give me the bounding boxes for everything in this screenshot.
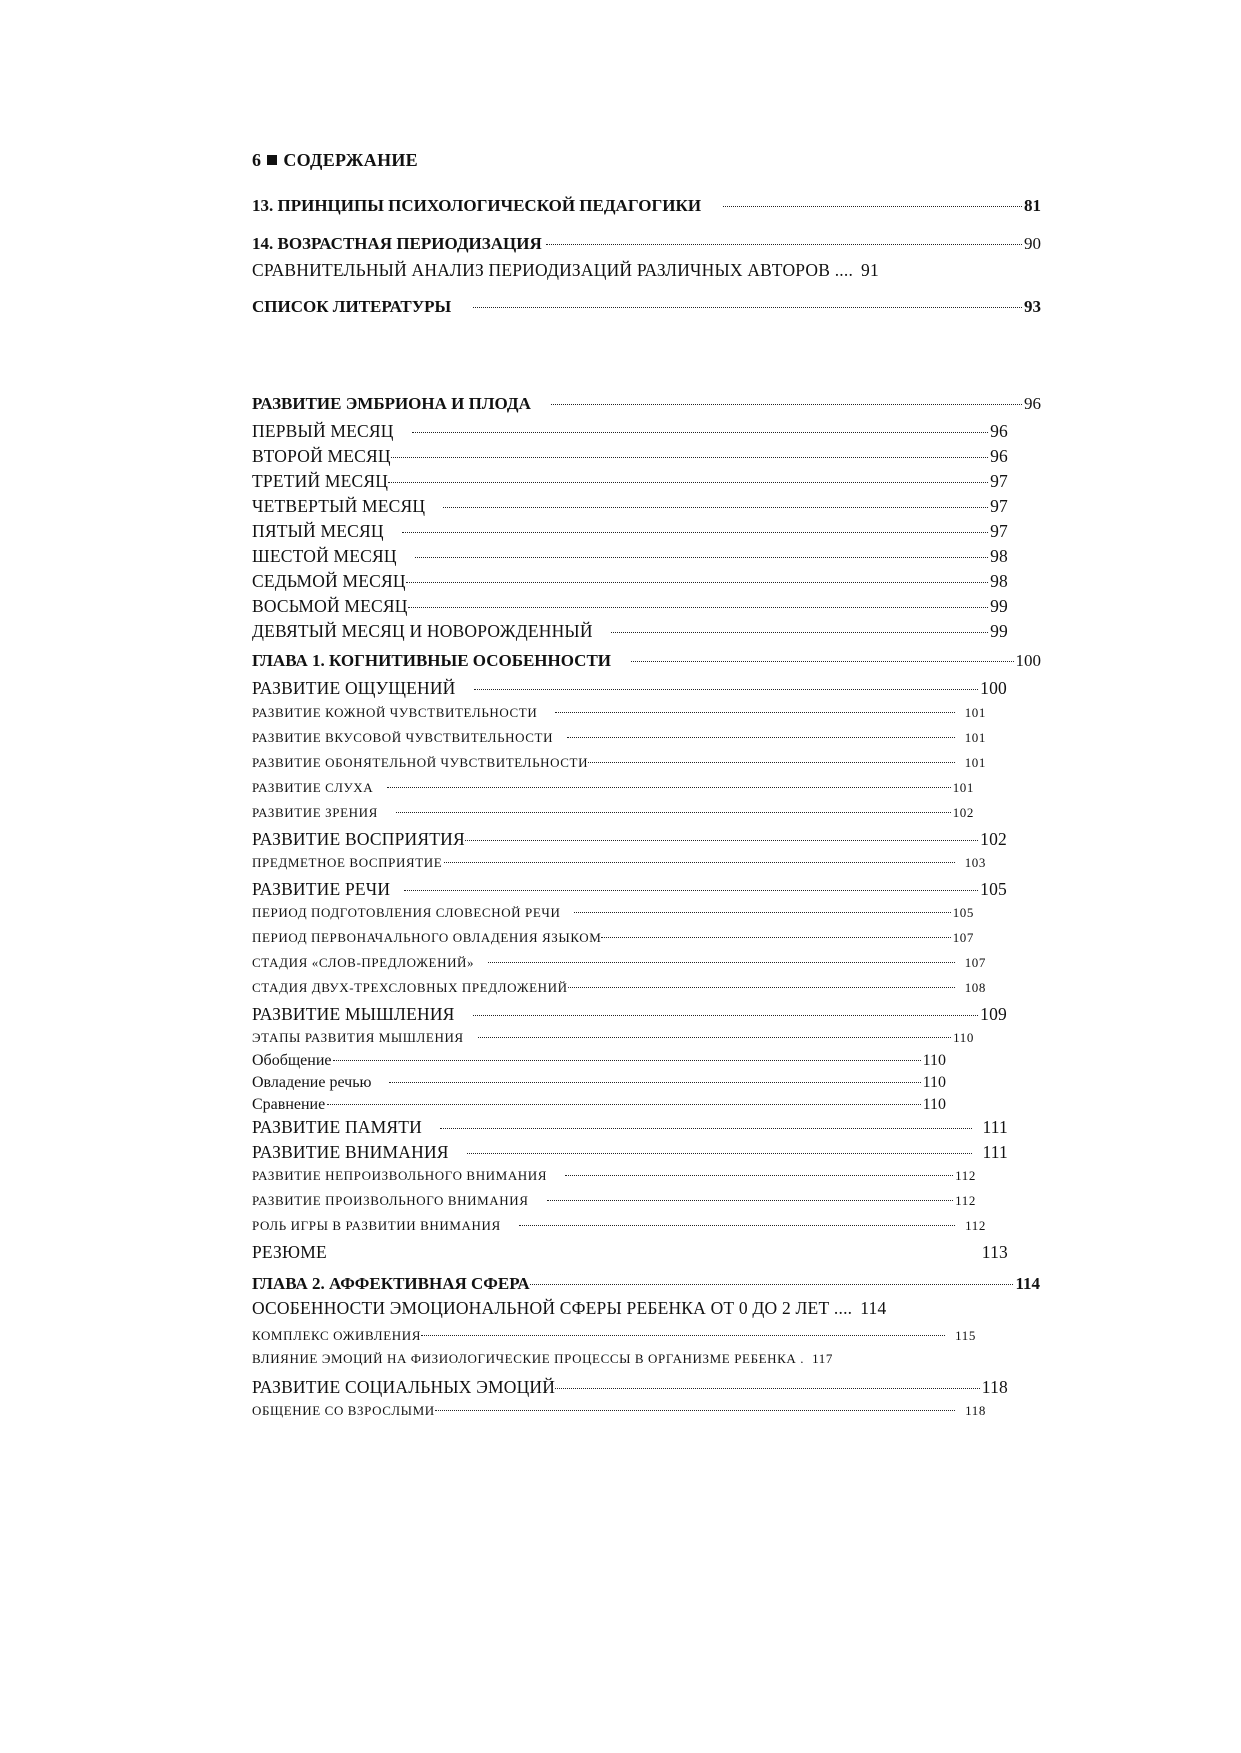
dot-leader — [588, 749, 955, 763]
dot-leader — [391, 439, 988, 458]
toc-entry-title: ВОСЬМОЙ МЕСЯЦ — [252, 595, 408, 616]
dot-leader — [574, 899, 950, 913]
toc-entry-page: 101 — [964, 730, 986, 745]
toc-entry — [252, 593, 1008, 617]
toc-entry-title: РАЗВИТИЕ СОЦИАЛЬНЫХ ЭМОЦИЙ — [252, 1376, 556, 1397]
toc-section-heading — [252, 648, 1041, 671]
toc-entry-title: РАЗВИТИЕ РЕЧИ — [252, 878, 391, 899]
toc-entry-title: СПИСОК ЛИТЕРАТУРЫ — [252, 297, 452, 316]
toc-entry-page: 96 — [1024, 394, 1041, 413]
toc-entry — [252, 1001, 1007, 1025]
toc-entry-page: 114 — [860, 1298, 887, 1318]
toc-entry-title: 13. ПРИНЦИПЫ ПСИХОЛОГИЧЕСКОЙ ПЕДАГОГИКИ — [252, 196, 702, 215]
toc-entry-page: 99 — [990, 595, 1008, 616]
dot-leader — [555, 1370, 980, 1389]
toc-entry-page: 103 — [964, 855, 986, 870]
toc-subentry — [252, 1166, 976, 1184]
toc-entry-page: 111 — [982, 1116, 1008, 1137]
toc-entry-page: 99 — [990, 620, 1008, 641]
toc-entry-title: Овладение речью — [252, 1074, 372, 1091]
dot-leader — [565, 1162, 953, 1176]
page-title: СОДЕРЖАНИЕ — [283, 150, 418, 170]
toc-entry-title: Сравнение — [252, 1096, 326, 1113]
dot-leader — [601, 924, 950, 938]
toc-entry — [252, 493, 1008, 517]
toc-entry — [252, 443, 1008, 467]
dot-leader — [408, 589, 989, 608]
toc-entry-page: 110 — [922, 1052, 946, 1069]
toc-entry-page: 118 — [981, 1376, 1008, 1397]
toc-entry-title: РАЗВИТИЕ ПАМЯТИ — [252, 1116, 423, 1137]
toc-entry-title: РОЛЬ ИГРЫ В РАЗВИТИИ ВНИМАНИЯ — [252, 1218, 501, 1233]
dot-leader — [547, 1187, 954, 1201]
toc-entry-title: РАЗВИТИЕ ОЩУЩЕНИЙ — [252, 677, 456, 698]
toc-entry — [252, 518, 1008, 542]
dot-leader — [443, 489, 988, 508]
toc-entry-title: ПЕРИОД ПЕРВОНАЧАЛЬНОГО ОВЛАДЕНИЯ ЯЗЫКОМ — [252, 930, 602, 945]
toc-subentry — [252, 703, 986, 721]
toc-entry-title: СЕДЬМОЙ МЕСЯЦ — [252, 570, 406, 591]
toc-entry-title: ОБЩЕНИЕ СО ВЗРОСЛЫМИ — [252, 1403, 435, 1418]
dot-leader — [473, 997, 979, 1016]
toc-entry-title: РЕЗЮМЕ — [252, 1241, 327, 1262]
toc-subentry — [252, 728, 986, 746]
dot-leader — [412, 414, 988, 433]
toc-entry-page: 98 — [990, 570, 1008, 591]
dot-leader — [415, 539, 988, 558]
toc-entry-page: 97 — [990, 520, 1008, 541]
toc-entry-title: СТАДИЯ ДВУХ-ТРЕХСЛОВНЫХ ПРЕДЛОЖЕНИЙ — [252, 980, 568, 995]
toc-subentry — [252, 1326, 976, 1344]
toc-entry-title: СТАДИЯ «СЛОВ-ПРЕДЛОЖЕНИЙ» — [252, 955, 475, 970]
toc-entry-page: 110 — [922, 1074, 946, 1091]
toc-entry — [252, 193, 1041, 216]
toc-entry-title: РАЗВИТИЕ СЛУХА — [252, 780, 374, 795]
dot-leader — [723, 189, 1022, 207]
dot-leader — [473, 290, 1022, 308]
toc-entry — [252, 1114, 1008, 1138]
dot-leader — [396, 799, 951, 813]
dot-leader — [404, 872, 978, 891]
dot-leader — [333, 1044, 920, 1061]
dot-leader — [568, 974, 955, 988]
toc-entry-title: ВЛИЯНИЕ ЭМОЦИЙ НА ФИЗИОЛОГИЧЕСКИЕ ПРОЦЕССЫ В ОРГАНИЗМЕ РЕБЕНКА . — [252, 1351, 805, 1366]
toc-entry-page: 113 — [981, 1241, 1008, 1262]
toc-entry-title: ПРЕДМЕТНОЕ ВОСПРИЯТИЕ — [252, 855, 443, 870]
toc-entry-page: 91 — [861, 260, 879, 280]
dot-leader — [406, 564, 988, 583]
toc-entry-page: 112 — [965, 1218, 986, 1233]
toc-entry-page: 101 — [964, 755, 986, 770]
dot-leader — [327, 1088, 920, 1105]
dot-leader — [519, 1212, 955, 1226]
toc-entry — [252, 1298, 886, 1319]
toc-entry-page: 118 — [965, 1403, 986, 1418]
square-bullet-icon — [267, 155, 277, 165]
toc-entry — [252, 543, 1008, 567]
toc-entry-page: 98 — [990, 545, 1008, 566]
toc-entry-page: 102 — [980, 828, 1007, 849]
toc-entry-title: РАЗВИТИЕ ЭМБРИОНА И ПЛОДА — [252, 394, 531, 413]
dot-leader — [546, 227, 1022, 245]
toc-entry-title: ПЕРИОД ПОДГОТОВЛЕНИЯ СЛОВЕСНОЙ РЕЧИ — [252, 905, 561, 920]
toc-entry-page: 112 — [955, 1193, 976, 1208]
dot-leader — [467, 1135, 973, 1154]
toc-entry-title: ЧЕТВЕРТЫЙ МЕСЯЦ — [252, 495, 426, 516]
toc-entry-page: 100 — [1015, 651, 1041, 670]
toc-subentry — [252, 903, 974, 921]
toc-entry-title: ДЕВЯТЫЙ МЕСЯЦ И НОВОРОЖДЕННЫЙ — [252, 620, 593, 641]
toc-entry — [252, 1139, 1008, 1163]
toc-subentry — [252, 753, 986, 771]
dot-leader — [488, 949, 955, 963]
toc-section-heading — [252, 391, 1041, 414]
toc-entry-page: 105 — [980, 878, 1007, 899]
toc-entry-page: 112 — [955, 1168, 976, 1183]
toc-entry-title: 14. ВОЗРАСТНАЯ ПЕРИОДИЗАЦИЯ — [252, 234, 542, 253]
toc-entry-page: 100 — [980, 677, 1007, 698]
toc-entry-title: ПЕРВЫЙ МЕСЯЦ — [252, 420, 394, 441]
toc-entry-page: 114 — [1015, 1274, 1040, 1293]
toc-entry-page: 108 — [964, 980, 986, 995]
dot-leader — [631, 644, 1013, 662]
toc-entry-title: КОМПЛЕКС ОЖИВЛЕНИЯ — [252, 1328, 421, 1343]
dot-leader — [474, 671, 979, 690]
toc-subentry — [252, 1351, 833, 1367]
dot-leader — [444, 849, 954, 863]
dot-leader — [530, 1267, 1014, 1285]
toc-entry — [252, 418, 1008, 442]
toc-subentry — [252, 978, 986, 996]
toc-entry-page: 107 — [952, 930, 974, 945]
toc-entry — [252, 826, 1007, 850]
toc-subentry — [252, 1216, 986, 1234]
dot-leader — [388, 464, 988, 483]
dot-leader — [440, 1110, 972, 1129]
toc-entry-title: СРАВНИТЕЛЬНЫЙ АНАЛИЗ ПЕРИОДИЗАЦИЙ РАЗЛИЧНЫХ АВТОРОВ .... — [252, 260, 854, 280]
toc-subentry — [252, 1191, 976, 1209]
toc-entry-page: 96 — [990, 445, 1008, 466]
toc-entry-page: 111 — [982, 1141, 1008, 1162]
dot-leader — [567, 724, 955, 738]
dot-leader — [387, 774, 950, 788]
toc-entry — [252, 1374, 1008, 1398]
toc-entry-page: 102 — [952, 805, 974, 820]
page-number: 6 — [252, 150, 262, 170]
toc-subentry — [252, 778, 974, 796]
dot-leader — [551, 387, 1022, 405]
toc-entry — [252, 260, 879, 281]
toc-entry-page: 96 — [990, 420, 1008, 441]
toc-entry-page: 97 — [990, 495, 1008, 516]
dot-leader — [555, 699, 954, 713]
running-header — [252, 150, 418, 171]
toc-entry-title: РАЗВИТИЕ ЗРЕНИЯ — [252, 805, 378, 820]
toc-subentry — [252, 853, 986, 871]
toc-entry-title: ТРЕТИЙ МЕСЯЦ — [252, 470, 389, 491]
toc-entry-title: РАЗВИТИЕ ВНИМАНИЯ — [252, 1141, 449, 1162]
toc-entry-title: РАЗВИТИЕ КОЖНОЙ ЧУВСТВИТЕЛЬНОСТИ — [252, 705, 538, 720]
toc-subentry — [252, 928, 974, 946]
toc-subentry — [252, 1401, 986, 1419]
toc-entry — [252, 468, 1008, 492]
toc-subentry — [252, 803, 974, 821]
toc-entry-title: ПЯТЫЙ МЕСЯЦ — [252, 520, 384, 541]
toc-entry — [252, 294, 1041, 317]
toc-entry — [252, 568, 1008, 592]
toc-entry-page: 115 — [955, 1328, 976, 1343]
toc-entry-title: РАЗВИТИЕ ВОСПРИЯТИЯ — [252, 828, 465, 849]
toc-entry-title: РАЗВИТИЕ ПРОИЗВОЛЬНОГО ВНИМАНИЯ — [252, 1193, 529, 1208]
toc-entry-page: 101 — [952, 780, 974, 795]
dot-leader — [478, 1024, 951, 1038]
toc-entry-title: ВТОРОЙ МЕСЯЦ — [252, 445, 391, 466]
dot-leader — [389, 1066, 920, 1083]
toc-entry — [252, 618, 1008, 642]
toc-entry — [252, 876, 1007, 900]
toc-entry-title: РАЗВИТИЕ МЫШЛЕНИЯ — [252, 1003, 455, 1024]
toc-entry-page: 90 — [1024, 234, 1041, 253]
dot-leader — [465, 822, 978, 841]
toc-entry-title: ЭТАПЫ РАЗВИТИЯ МЫШЛЕНИЯ — [252, 1030, 464, 1045]
toc-entry-title: Обобщение — [252, 1052, 332, 1069]
dot-leader — [421, 1322, 945, 1336]
toc-entry-title: ГЛАВА 2. АФФЕКТИВНАЯ СФЕРА — [252, 1274, 530, 1293]
toc-entry-page: 109 — [980, 1003, 1007, 1024]
toc-entry-page: 107 — [964, 955, 986, 970]
toc-entry — [252, 231, 1041, 254]
toc-section-heading — [252, 1271, 1040, 1294]
dot-leader — [435, 1397, 955, 1411]
toc-entry-title: ОСОБЕННОСТИ ЭМОЦИОНАЛЬНОЙ СФЕРЫ РЕБЕНКА ОТ 0 ДО 2 ЛЕТ .... — [252, 1298, 853, 1318]
toc-entry — [252, 1239, 1008, 1263]
toc-entry-title: ГЛАВА 1. КОГНИТИВНЫЕ ОСОБЕННОСТИ — [252, 651, 612, 670]
toc-entry — [252, 675, 1007, 699]
toc-entry-page: 117 — [812, 1351, 833, 1366]
toc-entry-page: 105 — [952, 905, 974, 920]
toc-entry-title: РАЗВИТИЕ ВКУСОВОЙ ЧУВСТВИТЕЛЬНОСТИ — [252, 730, 554, 745]
toc-entry-page: 93 — [1024, 297, 1041, 316]
toc-entry-title: РАЗВИТИЕ ОБОНЯТЕЛЬНОЙ ЧУВСТВИТЕЛЬНОСТИ — [252, 755, 589, 770]
dot-leader — [331, 1235, 980, 1254]
toc-entry-page: 101 — [964, 705, 986, 720]
dot-leader — [611, 614, 988, 633]
toc-entry-page: 97 — [990, 470, 1008, 491]
toc-entry-title: ШЕСТОЙ МЕСЯЦ — [252, 545, 397, 566]
toc-entry-page: 110 — [953, 1030, 974, 1045]
toc-entry-page: 81 — [1024, 196, 1041, 215]
toc-entry-page: 110 — [922, 1096, 946, 1113]
dot-leader — [402, 514, 988, 533]
toc-subentry — [252, 953, 986, 971]
toc-entry-title: РАЗВИТИЕ НЕПРОИЗВОЛЬНОГО ВНИМАНИЯ — [252, 1168, 548, 1183]
